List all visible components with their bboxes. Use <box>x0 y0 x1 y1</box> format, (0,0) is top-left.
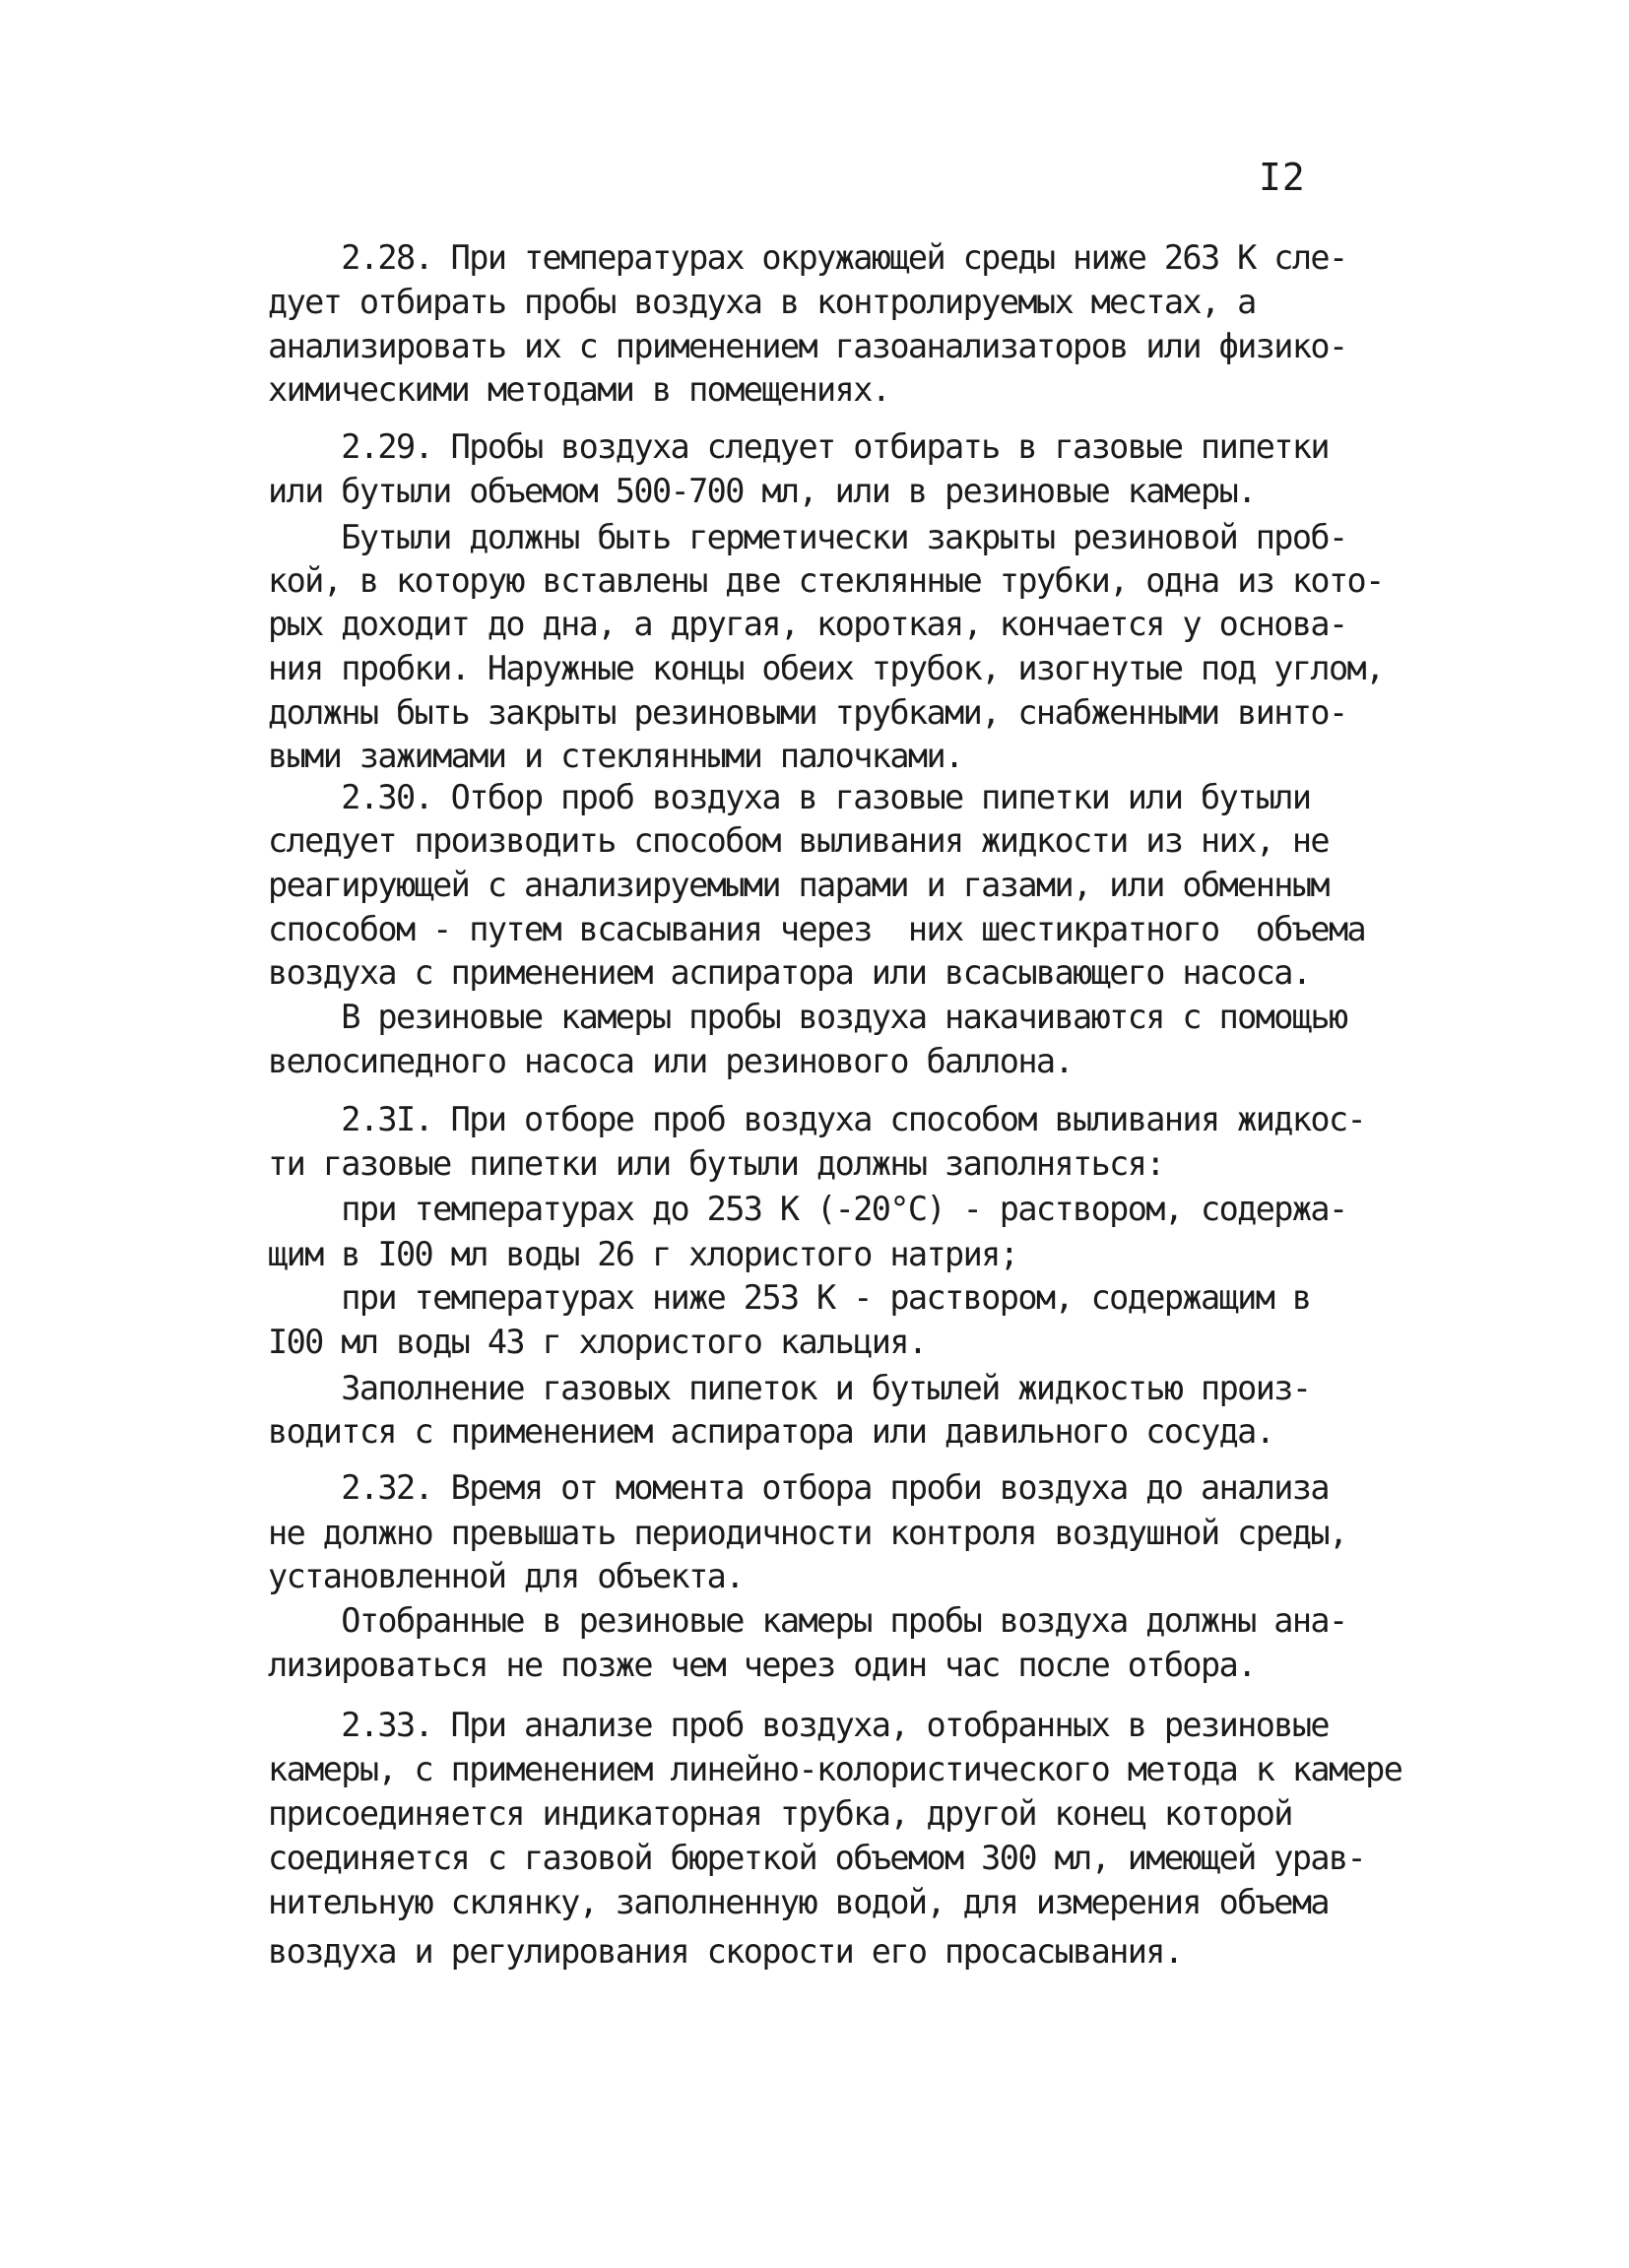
text-line: воздуха с применением аспиратора или всасывающего насоса. <box>268 953 1311 992</box>
text-line: 2.30. Отбор проб воздуха в газовые пипетки или бутыли <box>268 778 1311 816</box>
text-line: I00 мл воды 43 г хлористого кальция. <box>268 1323 927 1361</box>
text-line: или бутыли объемом 500-700 мл, или в резиновые камеры. <box>268 472 1256 510</box>
text-line: ти газовые пипетки или бутыли должны заполняться: <box>268 1144 1164 1183</box>
text-line: 2.3I. При отборе проб воздуха способом выливания жидкос- <box>268 1100 1366 1138</box>
text-line: водится с применением аспиратора или давильного сосуда. <box>268 1412 1274 1451</box>
text-line: при температурах ниже 253 К - раствором, содержащим в <box>268 1278 1311 1317</box>
text-line: В резиновые камеры пробы воздуха накачиваются с помощью <box>268 998 1347 1036</box>
text-line: дует отбирать пробы воздуха в контролируемых местах, а <box>268 283 1256 321</box>
text-line: Заполнение газовых пипеток и бутылей жидкостью произ- <box>268 1369 1311 1407</box>
text-line: камеры, с применением линейно-колористического метода к камере <box>268 1750 1402 1788</box>
text-line: ния пробки. Наружные концы обеих трубок, изогнутые под углом, <box>268 649 1384 687</box>
text-line: должны быть закрыты резиновыми трубками, снабженными винто- <box>268 693 1347 732</box>
text-line: велосипедного насоса или резинового баллона. <box>268 1042 1074 1080</box>
text-line: нительную склянку, заполненную водой, для измерения объема <box>268 1883 1329 1921</box>
text-line: способом - путем всасывания через них шестикратного объема <box>268 910 1366 948</box>
text-line: кой, в которую вставлены две стеклянные трубки, одна из кото- <box>268 561 1384 600</box>
text-line: следует производить способом выливания жидкости из них, не <box>268 821 1329 860</box>
text-line: 2.33. При анализе проб воздуха, отобранных в резиновые <box>268 1706 1329 1744</box>
text-line: Отобранные в резиновые камеры пробы воздуха должны ана- <box>268 1601 1347 1640</box>
text-line: 2.32. Время от момента отбора проби воздуха до анализа <box>268 1468 1329 1507</box>
page-number: I2 <box>1259 156 1306 199</box>
text-line: не должно превышать периодичности контроля воздушной среды, <box>268 1514 1347 1552</box>
text-line: реагирующей с анализируемыми парами и газами, или обменным <box>268 866 1329 904</box>
text-line: Бутыли должны быть герметически закрыты резиновой проб- <box>268 518 1347 556</box>
text-line: рых доходит до дна, а другая, короткая, кончается у основа- <box>268 605 1347 643</box>
text-line: химическими методами в помещениях. <box>268 370 890 409</box>
text-line: установленной для объекта. <box>268 1557 744 1595</box>
text-line: соединяется с газовой бюреткой объемом 300 мл, имеющей урав- <box>268 1839 1366 1877</box>
text-line: щим в I00 мл воды 26 г хлористого натрия; <box>268 1235 1018 1273</box>
text-line: при температурах до 253 К (-20°С) - раствором, содержа- <box>268 1190 1347 1228</box>
text-line: присоединяется индикаторная трубка, другой конец которой <box>268 1794 1292 1833</box>
text-line: 2.29. Пробы воздуха следует отбирать в газовые пипетки <box>268 427 1329 466</box>
text-line: выми зажимами и стеклянными палочками. <box>268 737 963 775</box>
text-line: воздуха и регулирования скорости его просасывания. <box>268 1932 1183 1971</box>
text-line: 2.28. При температурах окружающей среды ниже 263 К сле- <box>268 238 1347 277</box>
text-line: анализировать их с применением газоанализаторов или физико- <box>268 327 1347 365</box>
text-line: лизироваться не позже чем через один час после отбора. <box>268 1646 1256 1684</box>
